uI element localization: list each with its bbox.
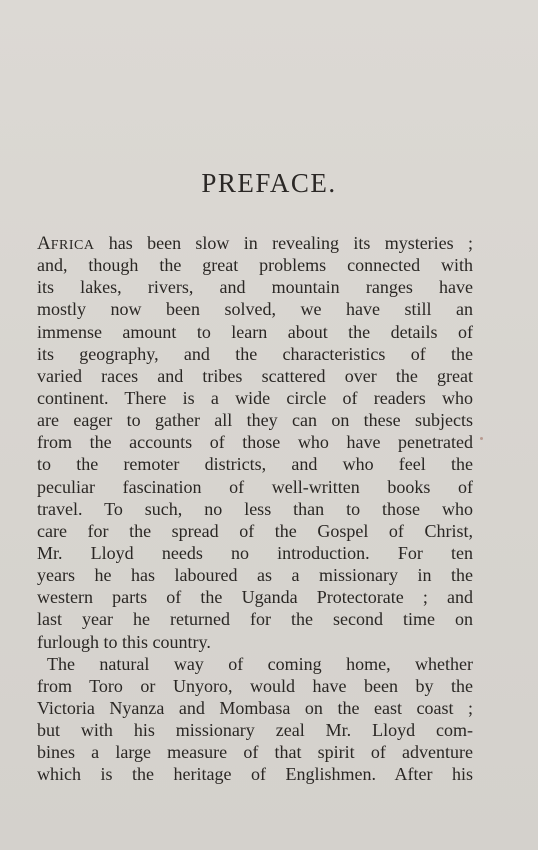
- text-line: [37, 232, 473, 254]
- text-line: Victoria Nyanza and Mombasa on the east coast ;: [37, 697, 473, 718]
- text-line: peculiar fascination of well-written books of: [37, 476, 473, 497]
- text-line: which is the heritage of Englishmen. After his: [37, 764, 473, 785]
- text-line: care for the spread of the Gospel of Christ,: [37, 520, 473, 541]
- text-line-content: has been slow in revealing its mysteries ;: [94, 233, 473, 253]
- text-line: from Toro or Unyoro, would have been by the: [37, 675, 473, 696]
- text-line: to the remoter districts, and who feel the: [37, 454, 473, 475]
- text-line: immense amount to learn about the details of: [37, 321, 473, 342]
- page-heading: PREFACE.: [201, 168, 337, 198]
- text-line: The natural way of coming home, whether: [47, 653, 473, 674]
- text-line: and, though the great problems connected with: [37, 255, 473, 276]
- text-line: travel. To such, no less than to those who: [37, 498, 473, 519]
- text-line: last year he returned for the second time on: [37, 609, 473, 630]
- text-line: its lakes, rivers, and mountain ranges have: [37, 277, 473, 298]
- text-line: western parts of the Uganda Protectorate ; and: [37, 587, 473, 608]
- small-caps-initial: A: [37, 233, 51, 254]
- text-line: its geography, and the characteristics of the: [37, 343, 473, 364]
- small-caps-word: FRICA: [50, 238, 95, 253]
- text-line: furlough to this country.: [37, 631, 211, 652]
- preface-body: [37, 232, 473, 786]
- text-line: from the accounts of those who have penetrated: [37, 432, 473, 453]
- text-line: Mr. Lloyd needs no introduction. For ten: [37, 542, 473, 563]
- text-line: are eager to gather all they can on these subjects: [37, 410, 473, 431]
- paper-speck: [480, 437, 483, 440]
- text-line: continent. There is a wide circle of readers who: [37, 387, 473, 408]
- text-line: bines a large measure of that spirit of adventure: [37, 742, 473, 763]
- text-line: years he has laboured as a missionary in the: [37, 565, 473, 586]
- text-line: mostly now been solved, we have still an: [37, 299, 473, 320]
- text-line: varied races and tribes scattered over the great: [37, 365, 473, 386]
- text-line: but with his missionary zeal Mr. Lloyd com-: [37, 720, 473, 741]
